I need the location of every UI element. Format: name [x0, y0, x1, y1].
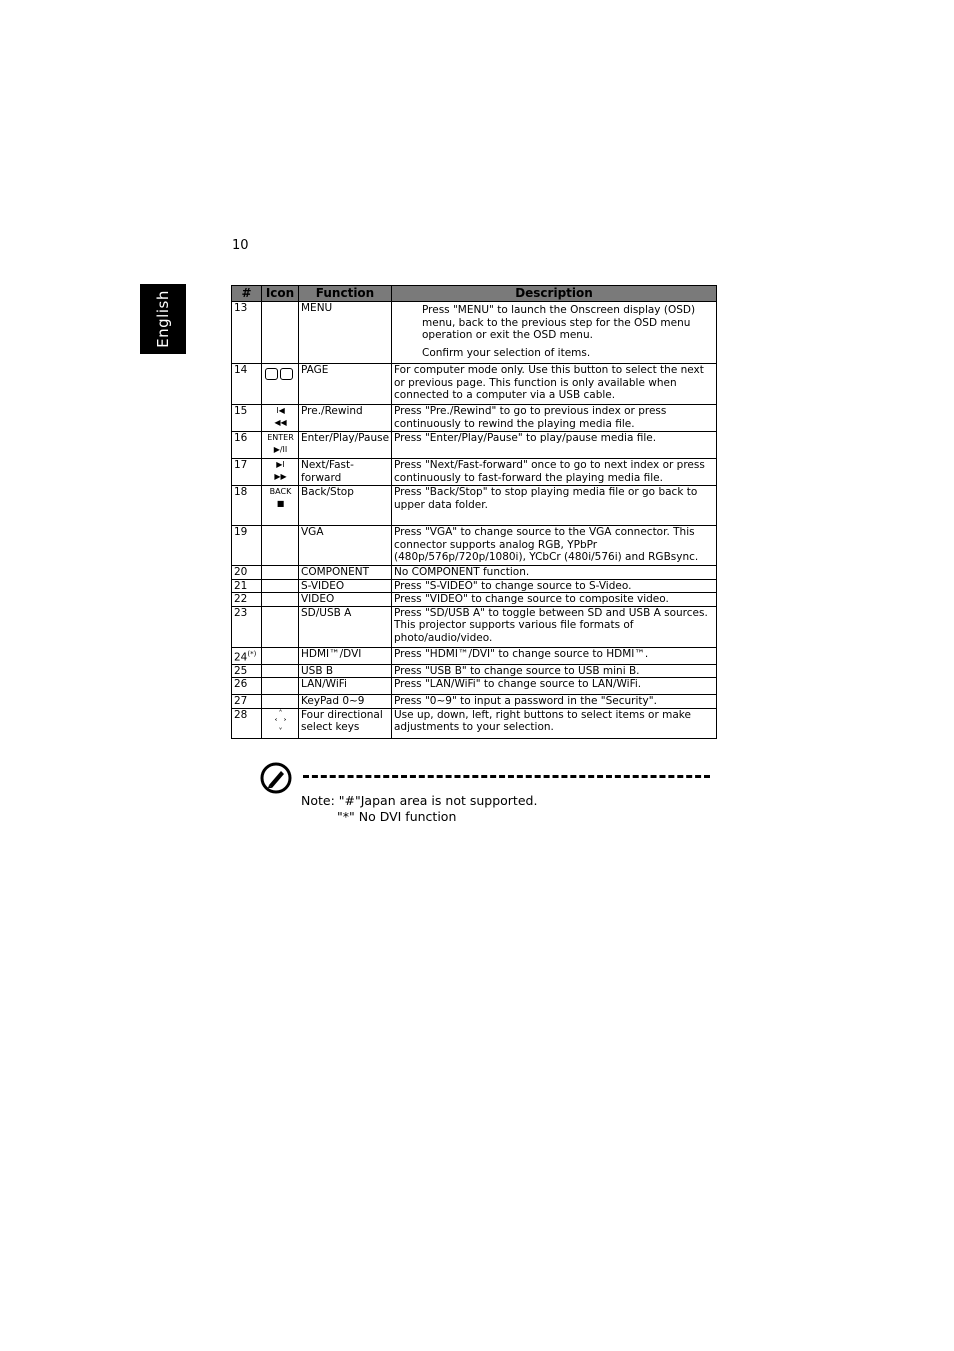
remote-function-table — [231, 285, 717, 739]
table-row — [232, 593, 717, 607]
row-description: Press "Enter/Play/Pause" to play/pause media file. — [392, 432, 717, 459]
row-icon — [262, 566, 299, 580]
row-number: 13 — [232, 302, 262, 364]
row-function: Four directional select keys — [299, 708, 392, 738]
row-icon — [262, 606, 299, 647]
note-line-1: Note: "#"Japan area is not supported. — [301, 793, 538, 808]
row-number — [232, 647, 262, 664]
header-icon: Icon — [262, 286, 299, 302]
language-side-tab — [140, 284, 186, 354]
table-row — [232, 678, 717, 695]
row-number: 27 — [232, 695, 262, 709]
row-description — [392, 302, 717, 364]
rewind-icon: ◀◀ — [274, 418, 287, 427]
row-function: SD/USB A — [299, 606, 392, 647]
table-row — [232, 526, 717, 566]
row-icon — [262, 664, 299, 678]
row-number: 25 — [232, 664, 262, 678]
fast-forward-icon: ▶▶ — [274, 472, 287, 481]
row-description: No COMPONENT function. — [392, 566, 717, 580]
row-function: MENU — [299, 302, 392, 364]
row-number: 14 — [232, 364, 262, 405]
row-icon — [262, 695, 299, 709]
row-description: Press "VIDEO" to change source to composite video. — [392, 593, 717, 607]
row-function: Pre./Rewind — [299, 405, 392, 432]
left-right-arrow-icon: ˂ ˃ — [273, 717, 288, 727]
table-row — [232, 486, 717, 526]
table-row — [232, 579, 717, 593]
header-description: Description — [392, 286, 717, 302]
row-description: Press "LAN/WiFi" to change source to LAN/WiFi. — [392, 678, 717, 695]
page-number: 10 — [232, 238, 249, 253]
table-row — [232, 664, 717, 678]
row-number: 23 — [232, 606, 262, 647]
back-icon: BACK — [269, 487, 292, 496]
row-function: Back/Stop — [299, 486, 392, 526]
row-description: Press "VGA" to change source to the VGA connector. This connector supports analog RGB, YPbPr (480p/576p/720p/1080i), YCbCr (480i/576i) and RGBsync. — [392, 526, 717, 566]
row-function: Next/Fast-forward — [299, 459, 392, 486]
table-row — [232, 364, 717, 405]
row-number: 15 — [232, 405, 262, 432]
row-description: For computer mode only. Use this button to select the next or previous page. This function is only available when connected to a computer via a USB cable. — [392, 364, 717, 405]
note-line-2: "*" No DVI function — [337, 809, 457, 824]
row-icon — [262, 432, 299, 459]
row-function: PAGE — [299, 364, 392, 405]
table-row — [232, 302, 717, 364]
row-description: Press "Pre./Rewind" to go to previous index or press continuously to rewind the playing media file. — [392, 405, 717, 432]
row-icon — [262, 459, 299, 486]
table-row — [232, 432, 717, 459]
row-function: Enter/Play/Pause — [299, 432, 392, 459]
row-description: Use up, down, left, right buttons to select items or make adjustments to your selection. — [392, 708, 717, 738]
page-up-icon — [265, 368, 278, 380]
row-description: Press "USB B" to change source to USB mini B. — [392, 664, 717, 678]
row-number: 18 — [232, 486, 262, 526]
table-row — [232, 708, 717, 738]
row-description: Press "Back/Stop" to stop playing media file or go back to upper data folder. — [392, 486, 717, 526]
down-arrow-icon: ˅ — [278, 726, 283, 736]
row-number: 20 — [232, 566, 262, 580]
table-header-row — [232, 286, 717, 302]
row-function: HDMI™/DVI — [299, 647, 392, 664]
page-down-icon — [280, 368, 293, 380]
table-row — [232, 606, 717, 647]
row-description: Press "S-VIDEO" to change source to S-Video. — [392, 579, 717, 593]
row-icon — [262, 678, 299, 695]
row-icon — [262, 302, 299, 364]
previous-icon: I◀ — [276, 406, 285, 415]
row-icon — [262, 364, 299, 405]
row-icon — [262, 526, 299, 566]
up-arrow-icon: ˄ — [278, 708, 283, 718]
row-function: KeyPad 0~9 — [299, 695, 392, 709]
table-row — [232, 459, 717, 486]
language-label: English — [154, 290, 172, 348]
header-number: # — [232, 286, 262, 302]
row-function: S-VIDEO — [299, 579, 392, 593]
table-row — [232, 647, 717, 664]
row-number: 22 — [232, 593, 262, 607]
row-number-value: 24 — [234, 651, 248, 663]
row-function: COMPONENT — [299, 566, 392, 580]
header-function: Function — [299, 286, 392, 302]
row-number: 16 — [232, 432, 262, 459]
row-icon — [262, 486, 299, 526]
row-function: USB B — [299, 664, 392, 678]
description-text: Press "MENU" to launch the Onscreen display (OSD) menu, back to the previous step for the OSD menu operation or exit the OSD menu. — [422, 304, 696, 341]
row-number: 26 — [232, 678, 262, 695]
note-pencil-icon — [260, 762, 292, 794]
row-icon — [262, 647, 299, 664]
play-pause-icon: ▶/II — [273, 445, 288, 454]
row-number: 28 — [232, 708, 262, 738]
row-icon — [262, 708, 299, 738]
row-function: VIDEO — [299, 593, 392, 607]
note — [301, 793, 537, 825]
row-number-footnote: (*) — [247, 649, 257, 658]
row-function: LAN/WiFi — [299, 678, 392, 695]
description-text: Confirm your selection of items. — [422, 346, 591, 359]
row-description: Press "0~9" to input a password in the "Security". — [392, 695, 717, 709]
row-description: Press "Next/Fast-forward" once to go to next index or press continuously to fast-forward the playing media file. — [392, 459, 717, 486]
next-icon: ▶I — [276, 460, 285, 469]
row-description: Press "SD/USB A" to toggle between SD and USB A sources. This projector supports various file formats of photo/audio/video. — [392, 606, 717, 647]
row-icon — [262, 579, 299, 593]
row-number: 17 — [232, 459, 262, 486]
row-icon — [262, 405, 299, 432]
table-row — [232, 695, 717, 709]
row-icon — [262, 593, 299, 607]
row-number: 21 — [232, 579, 262, 593]
note-divider — [303, 775, 710, 778]
enter-icon: ENTER — [267, 433, 294, 442]
stop-icon: ■ — [276, 499, 285, 508]
row-function: VGA — [299, 526, 392, 566]
row-number: 19 — [232, 526, 262, 566]
row-description: Press "HDMI™/DVI" to change source to HDMI™. — [392, 647, 717, 664]
table-row — [232, 405, 717, 432]
table-row — [232, 566, 717, 580]
